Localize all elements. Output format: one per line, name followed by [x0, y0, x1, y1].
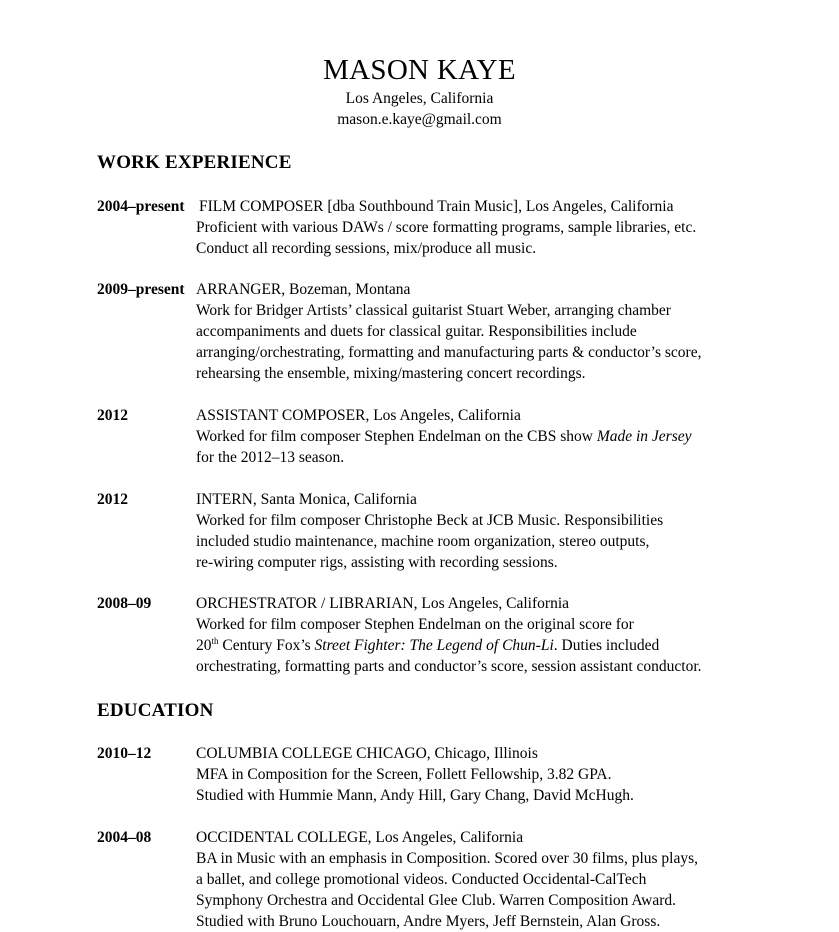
entry-body [196, 279, 836, 384]
entry-line: BA in Music with an emphasis in Composition. Scored over 30 films, plus plays, [196, 850, 699, 867]
entry-title: INTERN, Santa Monica, California [196, 491, 417, 508]
work-experience-heading: WORK EXPERIENCE [97, 152, 292, 173]
entry-line: Symphony Orchestra and Occidental Glee Club. Warren Composition Award. [196, 892, 677, 909]
film-title: Street Fighter: The Legend of Chun-Li [314, 637, 554, 654]
entry-body [196, 743, 836, 806]
entry-line: orchestrating, formatting parts and conductor’s score, session assistant conductor. [196, 658, 702, 675]
entry-body [196, 593, 836, 677]
entry-body [196, 489, 836, 573]
entry-body [196, 196, 836, 259]
entry-title: ARRANGER, Bozeman, Montana [196, 281, 411, 298]
entry-date: 2010–12 [97, 745, 152, 762]
entry-line: Studied with Hummie Mann, Andy Hill, Gary Chang, David McHugh. [196, 787, 634, 804]
entry-date: 2004–08 [97, 829, 152, 846]
entry-date: 2012 [97, 491, 128, 508]
entry-line: accompaniments and duets for classical guitar. Responsibilities include [196, 323, 637, 340]
entry-line: Work for Bridger Artists’ classical guitarist Stuart Weber, arranging chamber [196, 302, 671, 319]
entry-body [196, 827, 836, 932]
entry-line: for the 2012–13 season. [196, 449, 345, 466]
entry-line: Worked for film composer Christophe Beck at JCB Music. Responsibilities [196, 512, 664, 529]
ordinal-suffix: th [211, 636, 219, 646]
entry-line: Conduct all recording sessions, mix/produce all music. [196, 240, 537, 257]
entry-body [196, 405, 836, 468]
entry-line: arranging/orchestrating, formatting and manufacturing parts & conductor’s score, [196, 344, 702, 361]
century-number: 20 [196, 637, 212, 654]
entry-title: FILM COMPOSER [dba Southbound Train Music], Los Angeles, California [199, 198, 674, 215]
entry-line: Proficient with various DAWs / score formatting programs, sample libraries, etc. [196, 219, 697, 236]
entry-line: MFA in Composition for the Screen, Follett Fellowship, 3.82 GPA. [196, 766, 612, 783]
entry-date: 2008–09 [97, 595, 152, 612]
entry-line: included studio maintenance, machine room organization, stereo outputs, [196, 533, 650, 550]
entry-line-text: . Duties included [553, 637, 660, 654]
entry-title: ORCHESTRATOR / LIBRARIAN, Los Angeles, California [196, 595, 569, 612]
entry-line: Studied with Bruno Louchouarn, Andre Myers, Jeff Bernstein, Alan Gross. [196, 913, 661, 930]
entry-line [196, 635, 836, 656]
entry-date: 2004–present [97, 198, 185, 215]
education-heading: EDUCATION [97, 700, 214, 721]
entry-line-text: Worked for film composer Stephen Endelman on the CBS show [196, 428, 597, 445]
entry-title: ASSISTANT COMPOSER, Los Angeles, California [196, 407, 521, 424]
resume-name: MASON KAYE [323, 54, 516, 86]
entry-line: Worked for film composer Stephen Endelman on the original score for [196, 616, 634, 633]
entry-date: 2012 [97, 407, 128, 424]
entry-line: rehearsing the ensemble, mixing/mastering concert recordings. [196, 365, 586, 382]
entry-line: re-wiring computer rigs, assisting with recording sessions. [196, 554, 558, 571]
entry-title: COLUMBIA COLLEGE CHICAGO, Chicago, Illinois [196, 745, 538, 762]
show-title: Made in Jersey [596, 428, 692, 445]
entry-line [196, 426, 836, 447]
entry-title: OCCIDENTAL COLLEGE, Los Angeles, California [196, 829, 524, 846]
email-text: mason.e.kaye@gmail.com [337, 111, 502, 128]
entry-date: 2009–present [97, 281, 185, 298]
entry-line: a ballet, and college promotional videos. Conducted Occidental-CalTech [196, 871, 647, 888]
location-text: Los Angeles, California [345, 90, 494, 107]
entry-line-text: Century Fox’s [218, 637, 315, 654]
